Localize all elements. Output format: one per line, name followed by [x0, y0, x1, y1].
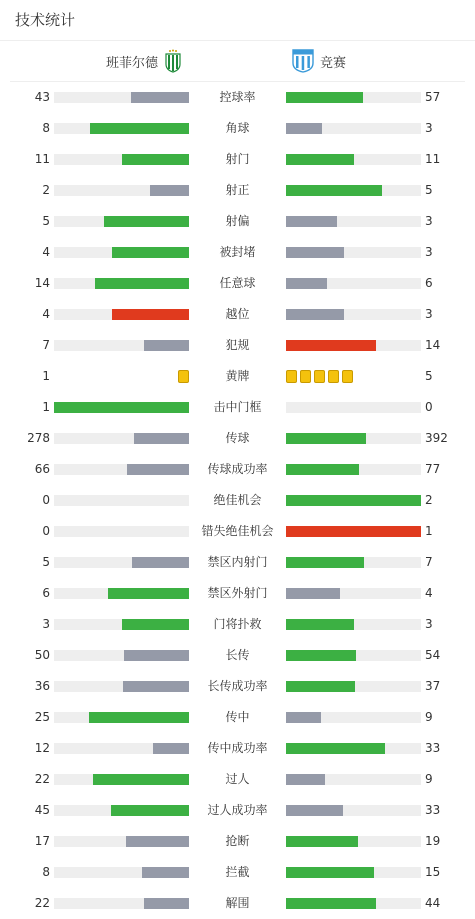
home-bar-fill [124, 650, 189, 661]
home-value: 22 [34, 896, 50, 910]
home-yellow-cards [54, 370, 189, 383]
home-bar-track [54, 123, 189, 134]
away-bar-track [286, 712, 421, 723]
yellow-card-icon [328, 370, 339, 383]
stat-row [0, 82, 475, 113]
away-value: 15 [425, 865, 441, 879]
stat-row [0, 113, 475, 144]
home-team[interactable] [106, 41, 182, 81]
home-bar-track [54, 216, 189, 227]
home-value: 3 [42, 617, 50, 631]
away-bar-track [286, 557, 421, 568]
stat-row [0, 144, 475, 175]
away-value: 7 [425, 555, 433, 569]
stat-row [0, 454, 475, 485]
away-bar-fill [286, 216, 337, 227]
home-bar-fill [90, 123, 189, 134]
stat-label: 射正 [225, 183, 250, 197]
away-bar-track [286, 278, 421, 289]
away-bar-fill [286, 340, 376, 351]
home-bar-track [54, 92, 189, 103]
stat-row [0, 237, 475, 268]
home-bar-track [54, 898, 189, 909]
away-bar-track [286, 247, 421, 258]
home-bar-track [54, 836, 189, 847]
away-bar-track [286, 154, 421, 165]
away-bar-track [286, 867, 421, 878]
home-bar-fill [54, 402, 189, 413]
away-bar-fill [286, 743, 385, 754]
stat-label: 击中门框 [213, 400, 262, 414]
stat-row [0, 547, 475, 578]
stat-row [0, 609, 475, 640]
home-bar-fill [122, 619, 190, 630]
stat-label: 错失绝佳机会 [201, 524, 274, 538]
stat-label: 犯规 [225, 338, 250, 352]
away-bar-track [286, 309, 421, 320]
away-bar-track [286, 216, 421, 227]
away-value: 14 [425, 338, 441, 352]
stat-row [0, 826, 475, 857]
home-bar-track [54, 309, 189, 320]
away-value: 44 [425, 896, 441, 910]
home-bar-track [54, 278, 189, 289]
away-bar-track [286, 836, 421, 847]
stat-row [0, 485, 475, 516]
stat-label: 射偏 [225, 214, 250, 228]
away-bar-fill [286, 805, 343, 816]
home-bar-fill [89, 712, 189, 723]
stat-label: 控球率 [219, 90, 256, 104]
stat-row [0, 423, 475, 454]
home-bar-fill [95, 278, 190, 289]
away-value: 392 [425, 431, 448, 445]
home-bar-fill [142, 867, 189, 878]
away-bar-track [286, 743, 421, 754]
stat-label: 禁区内射门 [207, 555, 268, 569]
away-bar-track [286, 185, 421, 196]
home-value: 8 [42, 121, 50, 135]
home-bar-fill [112, 247, 189, 258]
teams-header [10, 41, 465, 82]
page-title: 技术统计 [0, 0, 475, 41]
home-value: 45 [34, 803, 50, 817]
stat-label: 任意球 [219, 276, 256, 290]
stat-row [0, 671, 475, 702]
away-team-crest-icon [292, 49, 314, 73]
away-bar-track [286, 123, 421, 134]
home-bar-fill [104, 216, 189, 227]
away-value: 5 [425, 183, 433, 197]
away-value: 1 [425, 524, 433, 538]
home-value: 43 [34, 90, 50, 104]
stat-row [0, 857, 475, 888]
away-bar-fill [286, 557, 364, 568]
stat-label: 传球 [225, 431, 250, 445]
home-bar-track [54, 867, 189, 878]
away-value: 57 [425, 90, 441, 104]
home-bar-fill [134, 433, 189, 444]
stat-row [0, 392, 475, 423]
home-bar-track [54, 433, 189, 444]
home-bar-track [54, 774, 189, 785]
away-bar-fill [286, 123, 322, 134]
yellow-card-icon [314, 370, 325, 383]
home-bar-fill [123, 681, 189, 692]
away-bar-fill [286, 774, 325, 785]
stat-label: 射门 [225, 152, 250, 166]
home-value: 2 [42, 183, 50, 197]
home-bar-track [54, 154, 189, 165]
stat-label: 解围 [225, 896, 250, 910]
away-value: 3 [425, 617, 433, 631]
stat-label: 角球 [225, 121, 250, 135]
stat-row [0, 268, 475, 299]
home-value: 50 [34, 648, 50, 662]
home-bar-track [54, 526, 189, 537]
away-bar-track [286, 805, 421, 816]
home-bar-fill [93, 774, 189, 785]
away-bar-fill [286, 526, 421, 537]
home-bar-fill [112, 309, 189, 320]
yellow-card-icon [178, 370, 189, 383]
away-bar-track [286, 681, 421, 692]
away-value: 54 [425, 648, 441, 662]
away-value: 5 [425, 369, 433, 383]
away-value: 3 [425, 307, 433, 321]
stat-label: 传球成功率 [207, 462, 268, 476]
home-bar-fill [122, 154, 190, 165]
away-value: 33 [425, 741, 441, 755]
away-bar-track [286, 774, 421, 785]
away-bar-fill [286, 278, 327, 289]
home-bar-track [54, 185, 189, 196]
away-value: 11 [425, 152, 441, 166]
away-value: 19 [425, 834, 441, 848]
away-value: 9 [425, 710, 433, 724]
home-bar-fill [153, 743, 189, 754]
stat-row [0, 361, 475, 392]
stat-label: 抢断 [225, 834, 250, 848]
stat-label: 绝佳机会 [213, 493, 262, 507]
away-bar-fill [286, 619, 354, 630]
away-bar-track [286, 898, 421, 909]
home-value: 4 [42, 307, 50, 321]
home-bar-fill [132, 557, 189, 568]
home-bar-fill [131, 92, 189, 103]
home-bar-track [54, 557, 189, 568]
away-bar-fill [286, 247, 344, 258]
away-bar-track [286, 340, 421, 351]
stat-label: 长传 [225, 648, 250, 662]
home-team-crest-icon [164, 49, 182, 73]
home-bar-track [54, 650, 189, 661]
home-value: 1 [42, 400, 50, 414]
yellow-card-icon [300, 370, 311, 383]
stat-row [0, 702, 475, 733]
home-bar-track [54, 805, 189, 816]
away-value: 3 [425, 245, 433, 259]
away-bar-fill [286, 185, 382, 196]
away-yellow-cards [286, 370, 421, 383]
home-bar-track [54, 619, 189, 630]
stat-row [0, 733, 475, 764]
stat-label: 越位 [225, 307, 250, 321]
away-value: 9 [425, 772, 433, 786]
stat-label: 被封堵 [219, 245, 256, 259]
home-bar-track [54, 402, 189, 413]
home-bar-track [54, 588, 189, 599]
stat-row [0, 795, 475, 826]
home-value: 6 [42, 586, 50, 600]
away-bar-track [286, 92, 421, 103]
away-bar-fill [286, 154, 354, 165]
home-value: 5 [42, 555, 50, 569]
home-bar-fill [126, 836, 189, 847]
home-value: 17 [34, 834, 50, 848]
away-bar-fill [286, 898, 376, 909]
home-bar-fill [108, 588, 189, 599]
away-value: 4 [425, 586, 433, 600]
away-bar-fill [286, 681, 355, 692]
home-value: 1 [42, 369, 50, 383]
away-bar-track [286, 588, 421, 599]
away-bar-fill [286, 650, 356, 661]
stats-list [0, 82, 475, 919]
away-bar-fill [286, 867, 374, 878]
away-bar-track [286, 464, 421, 475]
away-value: 0 [425, 400, 433, 414]
home-value: 8 [42, 865, 50, 879]
away-value: 33 [425, 803, 441, 817]
stat-row [0, 330, 475, 361]
home-value: 7 [42, 338, 50, 352]
stat-row [0, 764, 475, 795]
stat-row [0, 206, 475, 237]
home-value: 25 [34, 710, 50, 724]
away-bar-fill [286, 588, 340, 599]
away-value: 6 [425, 276, 433, 290]
stat-label: 门将扑救 [213, 617, 262, 631]
away-value: 2 [425, 493, 433, 507]
stat-row [0, 578, 475, 609]
home-bar-track [54, 681, 189, 692]
home-bar-fill [144, 898, 189, 909]
away-bar-fill [286, 712, 321, 723]
stat-label: 长传成功率 [207, 679, 268, 693]
home-value: 4 [42, 245, 50, 259]
away-bar-track [286, 495, 421, 506]
away-team-name: 竞赛 [320, 55, 347, 71]
home-value: 0 [42, 493, 50, 507]
home-bar-fill [144, 340, 189, 351]
away-bar-fill [286, 495, 421, 506]
home-value: 278 [27, 431, 50, 445]
stat-label: 传中 [225, 710, 250, 724]
home-team-name: 班菲尔德 [105, 55, 158, 71]
away-bar-track [286, 402, 421, 413]
home-value: 11 [34, 152, 50, 166]
away-bar-track [286, 650, 421, 661]
away-team[interactable] [292, 41, 346, 81]
stat-row [0, 516, 475, 547]
stat-row [0, 175, 475, 206]
home-bar-track [54, 340, 189, 351]
away-bar-fill [286, 433, 366, 444]
away-bar-fill [286, 836, 358, 847]
stat-row [0, 299, 475, 330]
yellow-card-icon [342, 370, 353, 383]
home-value: 14 [34, 276, 50, 290]
home-value: 66 [34, 462, 50, 476]
home-bar-track [54, 712, 189, 723]
stat-label: 过人 [225, 772, 250, 786]
stat-label: 传中成功率 [207, 741, 268, 755]
home-bar-track [54, 495, 189, 506]
away-value: 77 [425, 462, 441, 476]
away-bar-track [286, 433, 421, 444]
stat-row [0, 888, 475, 919]
stat-label: 拦截 [225, 865, 250, 879]
home-bar-fill [111, 805, 189, 816]
home-bar-fill [150, 185, 189, 196]
away-bar-fill [286, 464, 359, 475]
away-value: 3 [425, 121, 433, 135]
home-bar-track [54, 743, 189, 754]
away-bar-fill [286, 92, 363, 103]
home-value: 12 [34, 741, 50, 755]
stat-row [0, 640, 475, 671]
home-value: 5 [42, 214, 50, 228]
home-value: 36 [34, 679, 50, 693]
home-value: 22 [34, 772, 50, 786]
home-bar-track [54, 247, 189, 258]
away-bar-track [286, 619, 421, 630]
away-value: 3 [425, 214, 433, 228]
home-value: 0 [42, 524, 50, 538]
stat-label: 黄牌 [225, 369, 250, 383]
yellow-card-icon [286, 370, 297, 383]
away-bar-fill [286, 309, 344, 320]
home-bar-track [54, 464, 189, 475]
away-bar-track [286, 526, 421, 537]
home-bar-fill [127, 464, 189, 475]
stat-label: 禁区外射门 [207, 586, 268, 600]
stat-label: 过人成功率 [207, 803, 268, 817]
away-value: 37 [425, 679, 441, 693]
